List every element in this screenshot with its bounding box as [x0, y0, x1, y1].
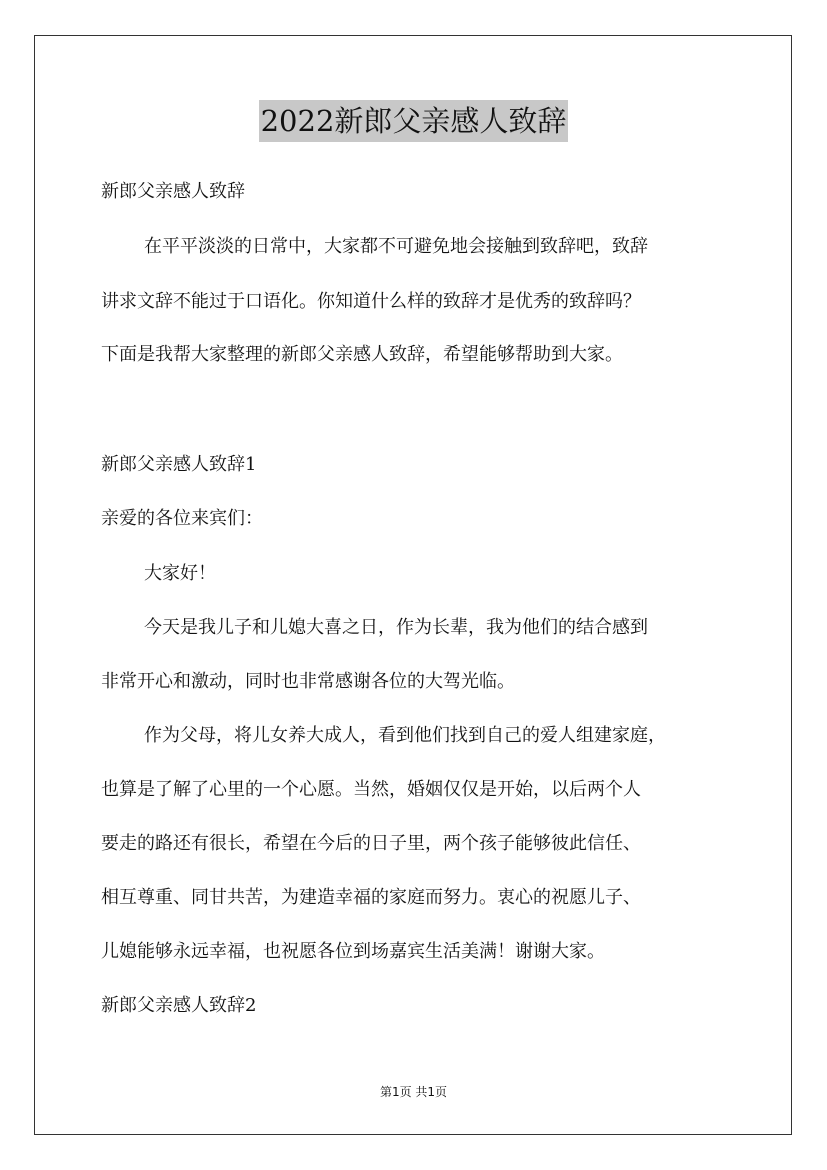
salutation: 亲爱的各位来宾们： — [101, 508, 263, 529]
section-1-heading: 新郎父亲感人致辞1 — [101, 454, 257, 475]
greeting: 大家好！ — [144, 563, 216, 584]
paragraph-2-line-2: 也算是了解了心里的一个心愿。当然，婚姻仅仅是开始，以后两个人 — [101, 779, 641, 800]
paragraph-1-line-1: 今天是我儿子和儿媳大喜之日，作为长辈，我为他们的结合感到 — [144, 617, 648, 638]
document-subtitle: 新郎父亲感人致辞 — [101, 181, 245, 202]
intro-line-1: 在平平淡淡的日常中，大家都不可避免地会接触到致辞吧，致辞 — [144, 236, 648, 257]
intro-line-3: 下面是我帮大家整理的新郎父亲感人致辞，希望能够帮助到大家。 — [101, 344, 623, 365]
page-number: 第1页 共1页 — [379, 1085, 448, 1099]
document-title-text: 2022新郎父亲感人致辞 — [259, 100, 569, 142]
intro-line-2: 讲求文辞不能过于口语化。你知道什么样的致辞才是优秀的致辞吗？ — [101, 291, 641, 312]
paragraph-2-line-1: 作为父母，将儿女养大成人，看到他们找到自己的爱人组建家庭， — [144, 725, 666, 746]
document-title — [0, 100, 827, 142]
paragraph-1-line-2: 非常开心和激动，同时也非常感谢各位的大驾光临。 — [101, 671, 515, 692]
paragraph-2-line-5: 儿媳能够永远幸福，也祝愿各位到场嘉宾生活美满！谢谢大家。 — [101, 941, 605, 962]
paragraph-2-line-4: 相互尊重、同甘共苦，为建造幸福的家庭而努力。衷心的祝愿儿子、 — [101, 887, 641, 908]
paragraph-2-line-3: 要走的路还有很长，希望在今后的日子里，两个孩子能够彼此信任、 — [101, 833, 641, 854]
section-2-heading: 新郎父亲感人致辞2 — [101, 995, 257, 1016]
